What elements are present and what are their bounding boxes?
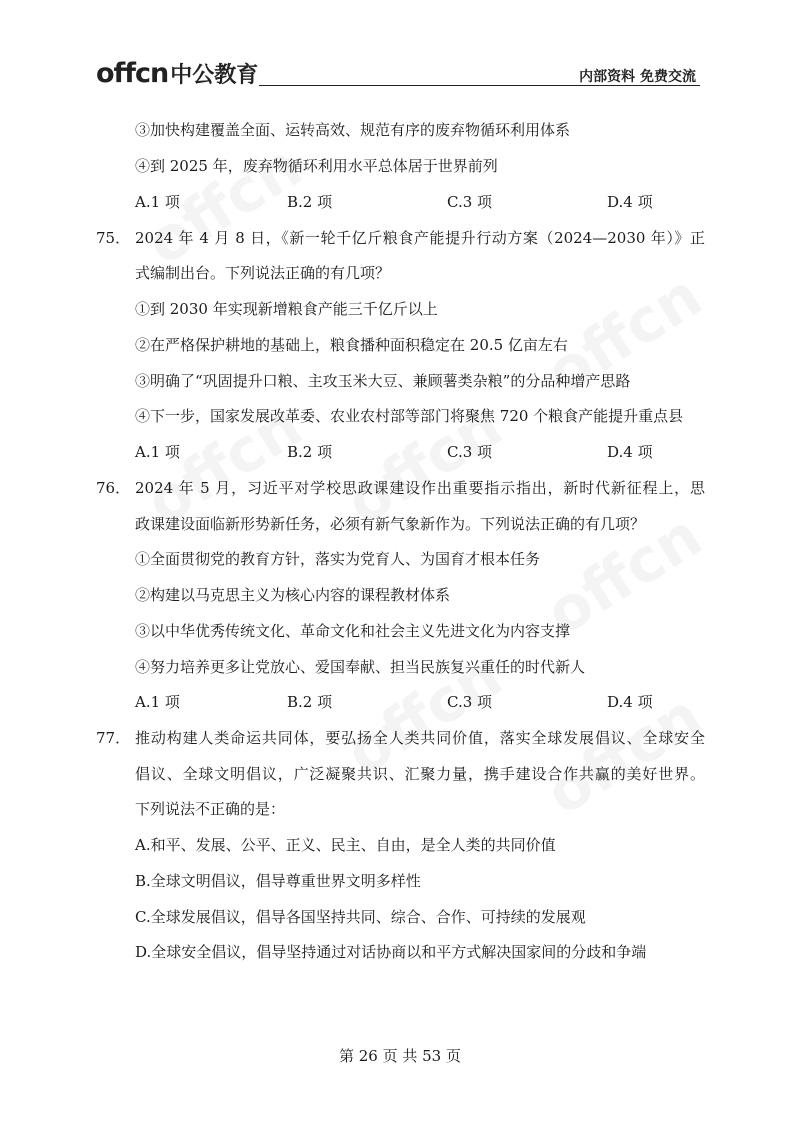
- q77-number: 77．: [96, 729, 131, 747]
- q75-options: [135, 442, 655, 462]
- q77-stem-line-3: 下列说法不正确的是：: [135, 800, 286, 818]
- q75-statement-1: ①到 2030 年实现新增粮食产能三千亿斤以上: [135, 300, 438, 318]
- option-d: D.4 项: [607, 443, 653, 461]
- logo-text-cn: 中公教育: [170, 63, 259, 88]
- option-b: B.2 项: [287, 693, 333, 711]
- q76-statement-4: ④努力培养更多让党放心、爱国奉献、担当民族复兴重任的时代新人: [135, 658, 586, 676]
- q76-number: 76．: [96, 479, 131, 497]
- q76-statement-2: ②构建以马克思主义为核心内容的课程教材体系: [135, 586, 451, 604]
- page-header: [96, 58, 700, 88]
- q74-statement-3: ③加快构建覆盖全面、运转高效、规范有序的废弃物循环利用体系: [135, 121, 571, 139]
- q74-statement-4: ④到 2025 年，废弃物循环利用水平总体居于世界前列: [135, 157, 498, 175]
- q75-statement-3: ③明确了“巩固提升口粮、主攻玉米大豆、兼顾薯类杂粮”的分品种增产思路: [135, 372, 631, 390]
- q76-statement-1: ①全面贯彻党的教育方针，落实为党育人、为国育才根本任务: [135, 550, 541, 568]
- option-b: B.2 项: [287, 443, 333, 461]
- offcn-logo: [96, 58, 258, 89]
- option-c: C.3 项: [447, 443, 493, 461]
- page-number: 第 26 页 共 53 页: [338, 1047, 461, 1065]
- option-a: A.1 项: [135, 693, 180, 711]
- q75-stem-line-1: 2024 年 4 月 8 日，《新一轮千亿斤粮食产能提升行动方案（2024—2030 年）》正: [135, 229, 705, 247]
- q75-number: 75．: [96, 229, 131, 247]
- q74-options: [135, 192, 655, 212]
- option-d: D.4 项: [607, 693, 653, 711]
- option-d: D.4 项: [607, 193, 653, 211]
- option-c: C.3 项: [447, 193, 493, 211]
- option-a: A.1 项: [135, 443, 180, 461]
- option-a: A.1 项: [135, 193, 180, 211]
- option-c: C.3 项: [447, 693, 493, 711]
- q76-options: [135, 692, 655, 712]
- q77-option-c: C.全球发展倡议，倡导各国坚持共同、综合、合作、可持续的发展观: [135, 908, 586, 926]
- q75-stem-line-2: 式编制出台。下列说法正确的有几项？: [135, 264, 391, 282]
- q77-stem-line-2: 倡议、全球文明倡议，广泛凝聚共识、汇聚力量，携手建设合作共赢的美好世界。: [135, 765, 705, 783]
- q75-statement-4: ④下一步，国家发展改革委、农业农村部等部门将聚焦 720 个粮食产能提升重点县: [135, 407, 684, 425]
- q76-stem-line-2: 政课建设面临新形势新任务，必须有新气象新作为。下列说法正确的有几项？: [135, 515, 646, 533]
- q76-stem-line-1: 2024 年 5 月，习近平对学校思政课建设作出重要指示指出，新时代新征程上，思: [135, 479, 705, 497]
- option-b: B.2 项: [287, 193, 333, 211]
- q77-stem-line-1: 推动构建人类命运共同体，要弘扬全人类共同价值，落实全球发展倡议、全球安全: [135, 729, 705, 747]
- q76-statement-3: ③以中华优秀传统文化、革命文化和社会主义先进文化为内容支撑: [135, 622, 571, 640]
- q75-statement-2: ②在严格保护耕地的基础上，粮食播种面积稳定在 20.5 亿亩左右: [135, 336, 568, 354]
- q77-option-a: A.和平、发展、公平、正义、民主、自由，是全人类的共同价值: [135, 836, 556, 854]
- q77-option-b: B.全球文明倡议，倡导尊重世界文明多样性: [135, 872, 421, 890]
- logo-text-en: offcn: [96, 58, 169, 89]
- q77-option-d: D.全球安全倡议，倡导坚持通过对话协商以和平方式解决国家间的分歧和争端: [135, 943, 647, 961]
- header-note: 内部资料 免费交流: [579, 69, 696, 85]
